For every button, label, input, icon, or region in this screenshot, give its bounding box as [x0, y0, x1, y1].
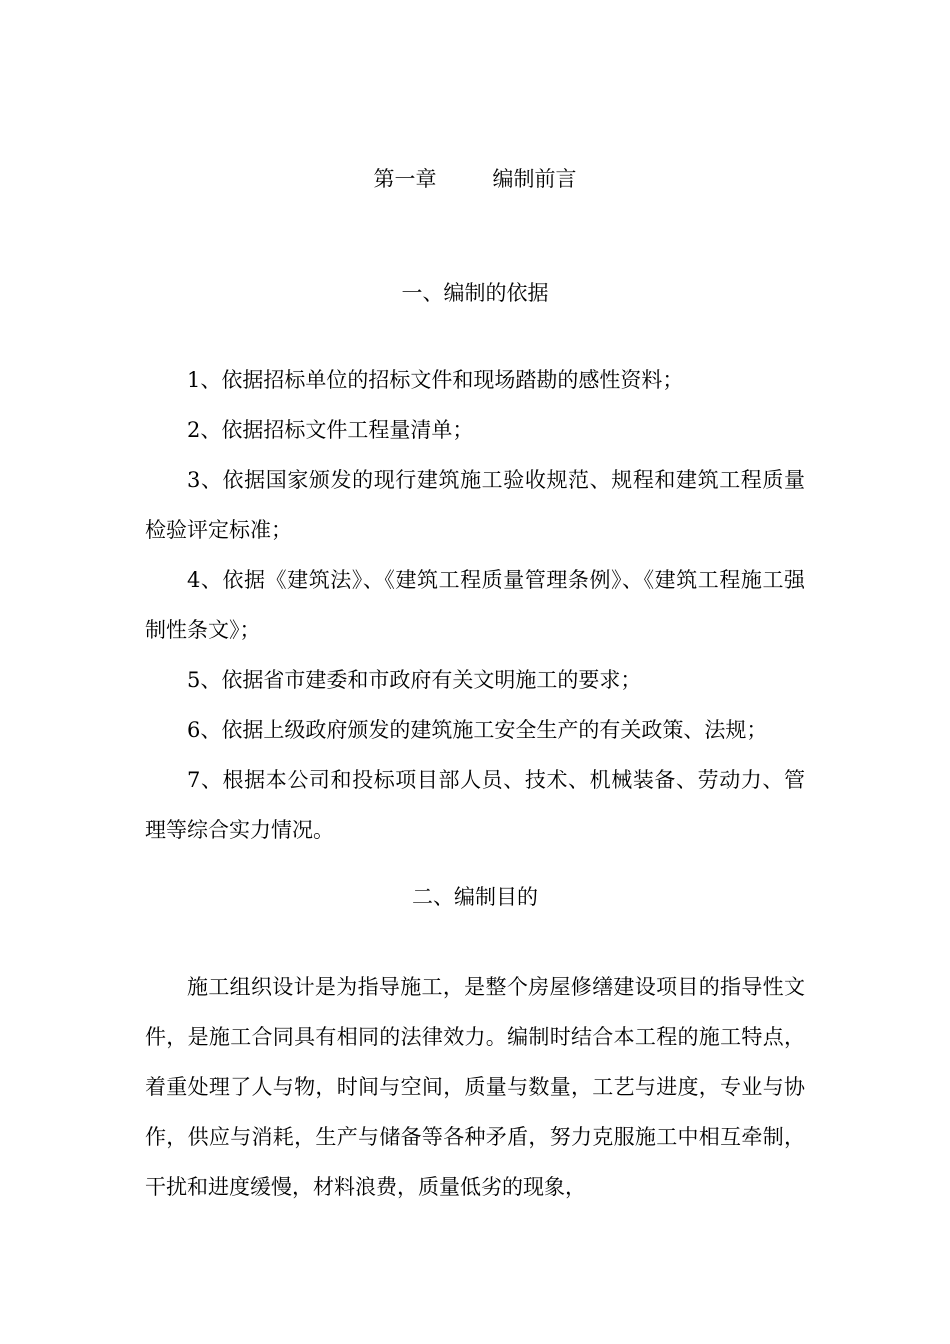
- chapter-name: 编制前言: [492, 167, 577, 191]
- basis-item-1: 1、依据招标单位的招标文件和现场踏勘的感性资料；: [187, 368, 684, 392]
- basis-item-6: 6、依据上级政府颁发的建筑施工安全生产的有关政策、法规；: [187, 718, 768, 742]
- basis-item-4: 4、依据《建筑法》、《建筑工程质量管理条例》、《建筑工程施工强制性条文》；: [145, 568, 805, 642]
- basis-item-2: 2、依据招标文件工程量清单；: [187, 418, 474, 442]
- chapter-title: [0, 164, 950, 194]
- basis-item-3: 3、依据国家颁发的现行建筑施工验收规范、规程和建筑工程质量检验评定标准；: [145, 468, 805, 542]
- basis-item-7: 7、根据本公司和投标项目部人员、技术、机械装备、劳动力、管理等综合实力情况。: [145, 768, 805, 842]
- purpose-paragraph: 施工组织设计是为指导施工，是整个房屋修缮建设项目的指导性文件，是施工合同具有相同的法律效力。编制时结合本工程的施工特点，着重处理了人与物，时间与空间，质量与数量，工艺与进度，专业与协作，供应与消耗，生产与储备等各种矛盾，努力克服施工中相互牵制，干扰和进度缓慢，材料浪费，质量低劣的现象，: [145, 975, 805, 1199]
- basis-item-5: 5、依据省市建委和市政府有关文明施工的要求；: [187, 668, 642, 692]
- chapter-number: 第一章: [373, 167, 437, 191]
- section-heading-purpose: 二、编制目的: [412, 885, 538, 909]
- section-heading-basis: 一、编制的依据: [401, 281, 549, 305]
